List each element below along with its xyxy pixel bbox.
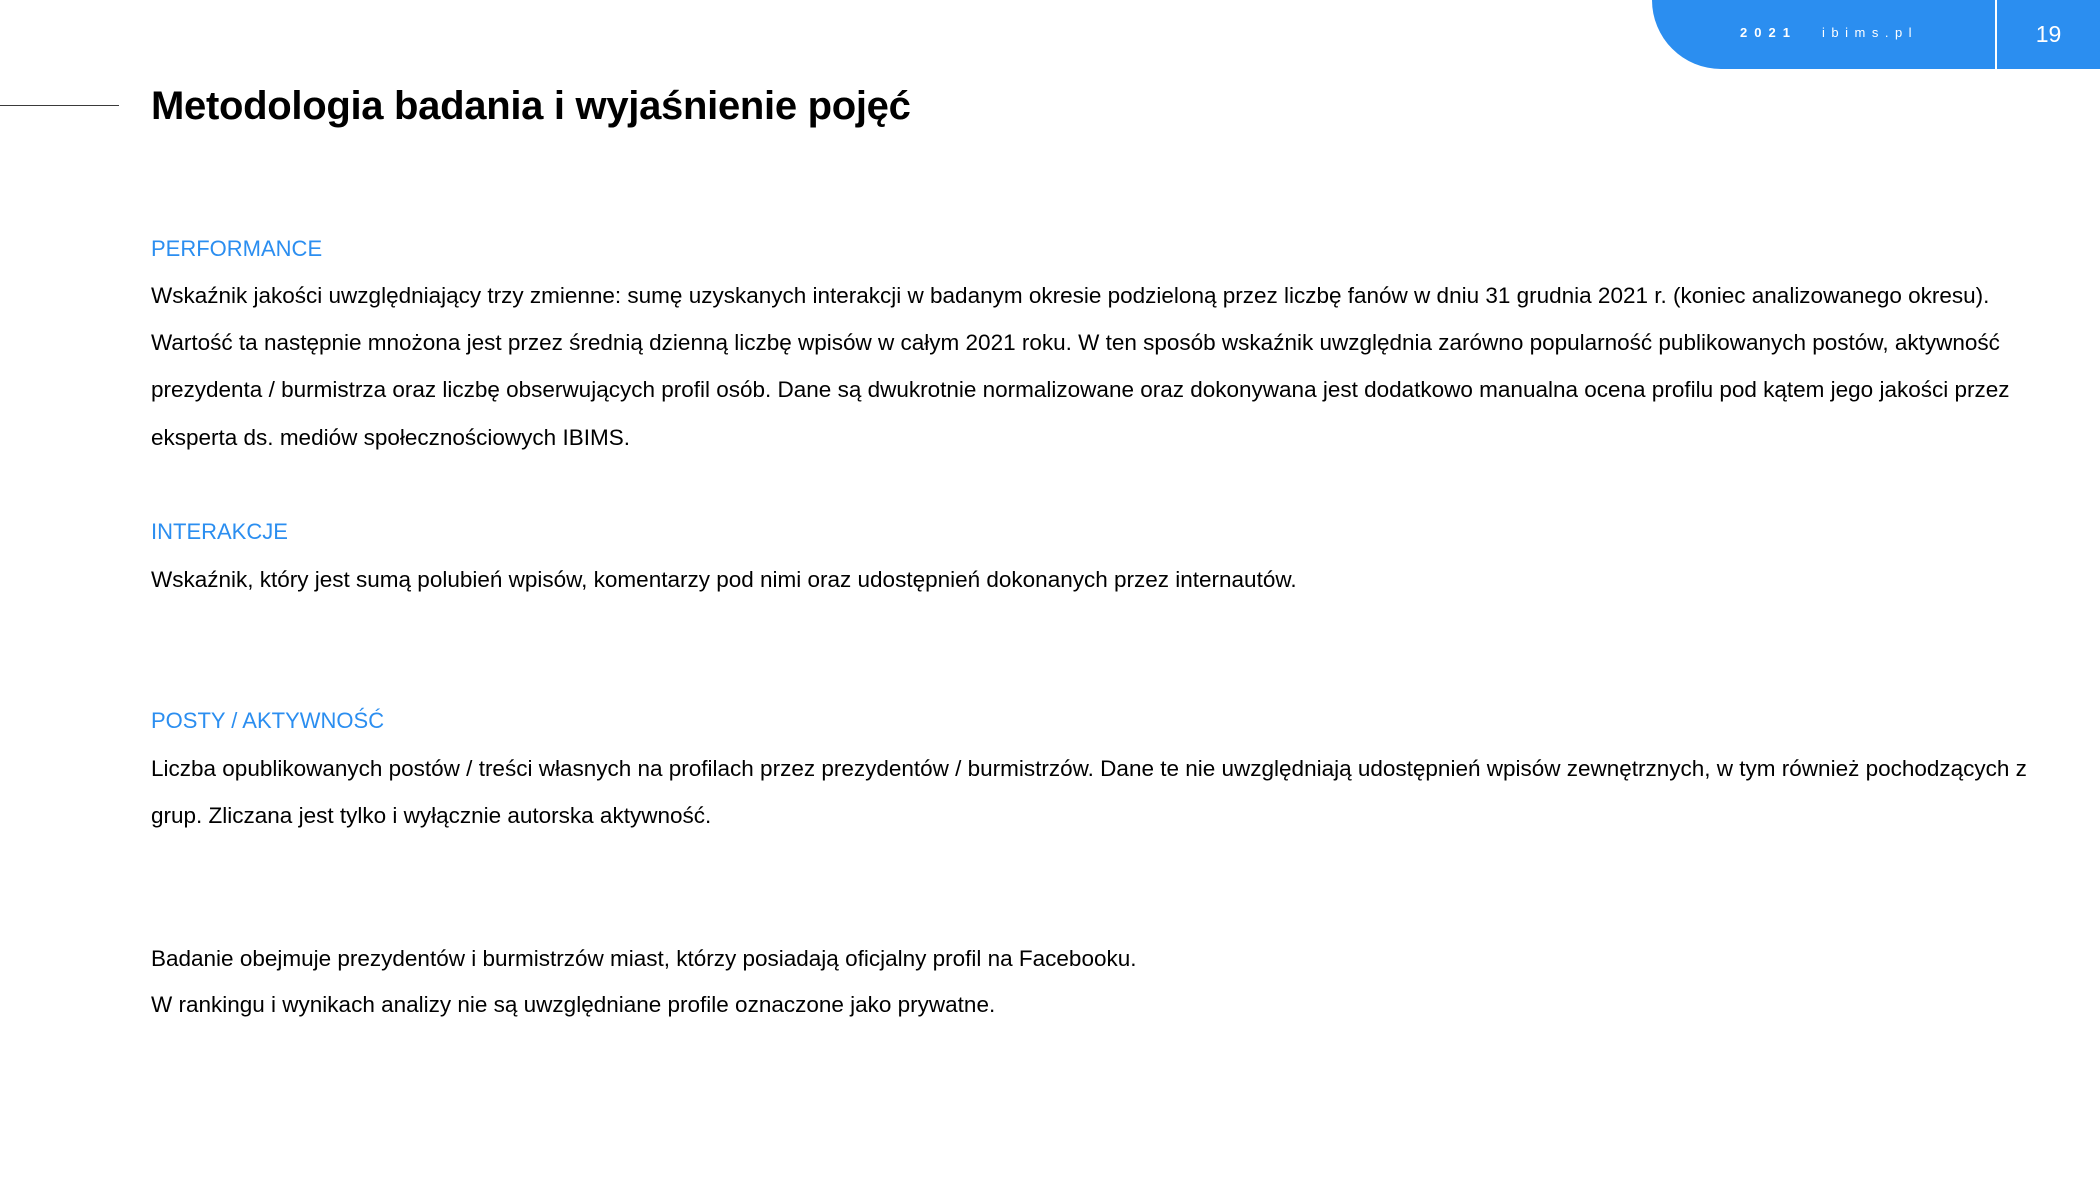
section-heading-posty-aktywnosc: POSTY / AKTYWNOŚĆ bbox=[151, 708, 385, 733]
page-title: Metodologia badania i wyjaśnienie pojęć bbox=[151, 84, 911, 128]
header-site-link[interactable]: ibims.pl bbox=[1822, 25, 1919, 40]
title-divider bbox=[0, 105, 119, 106]
note-private-profiles: W rankingu i wynikach analizy nie są uwzględniane profile oznaczone jako prywatne. bbox=[151, 992, 996, 1017]
section-body-posty-aktywnosc: Liczba opublikowanych postów / treści własnych na profilach przez prezydentów / burmistrzów. Dane te nie uwzględniają udostępnień wpisów zewnętrznych, w tym również pochodzących z grup. Zliczana jest tylko i wyłącznie autorska aktywność. bbox=[151, 756, 2027, 829]
section-body-interakcje: Wskaźnik, który jest sumą polubień wpisów, komentarzy pod nimi oraz udostępnień dokonanych przez internautów. bbox=[151, 567, 1297, 592]
note-scope: Badanie obejmuje prezydentów i burmistrzów miast, którzy posiadają oficjalny profil na Facebooku. bbox=[151, 946, 1137, 971]
header-year: 2021 bbox=[1740, 25, 1797, 40]
section-heading-performance: PERFORMANCE bbox=[151, 236, 323, 261]
section-body-performance: Wskaźnik jakości uwzględniający trzy zmienne: sumę uzyskanych interakcji w badanym okresie podzieloną przez liczbę fanów w dniu 31 grudnia 2021 r. (koniec analizowanego okresu). Wartość ta następnie mnożona jest przez średnią dzienną liczbę wpisów w całym 2021 roku. W ten sposób wskaźnik uwzględnia zarówno popularność publikowanych postów, aktywność prezydenta / burmistrza oraz liczbę obserwujących profil osób. Dane są dwukrotnie normalizowane oraz dokonywana jest dodatkowo manualna ocena profilu pod kątem jego jakości przez eksperta ds. mediów społecznościowych IBIMS. bbox=[151, 283, 2010, 450]
section-heading-interakcje: INTERAKCJE bbox=[151, 519, 288, 544]
page-number: 19 bbox=[1997, 0, 2100, 69]
